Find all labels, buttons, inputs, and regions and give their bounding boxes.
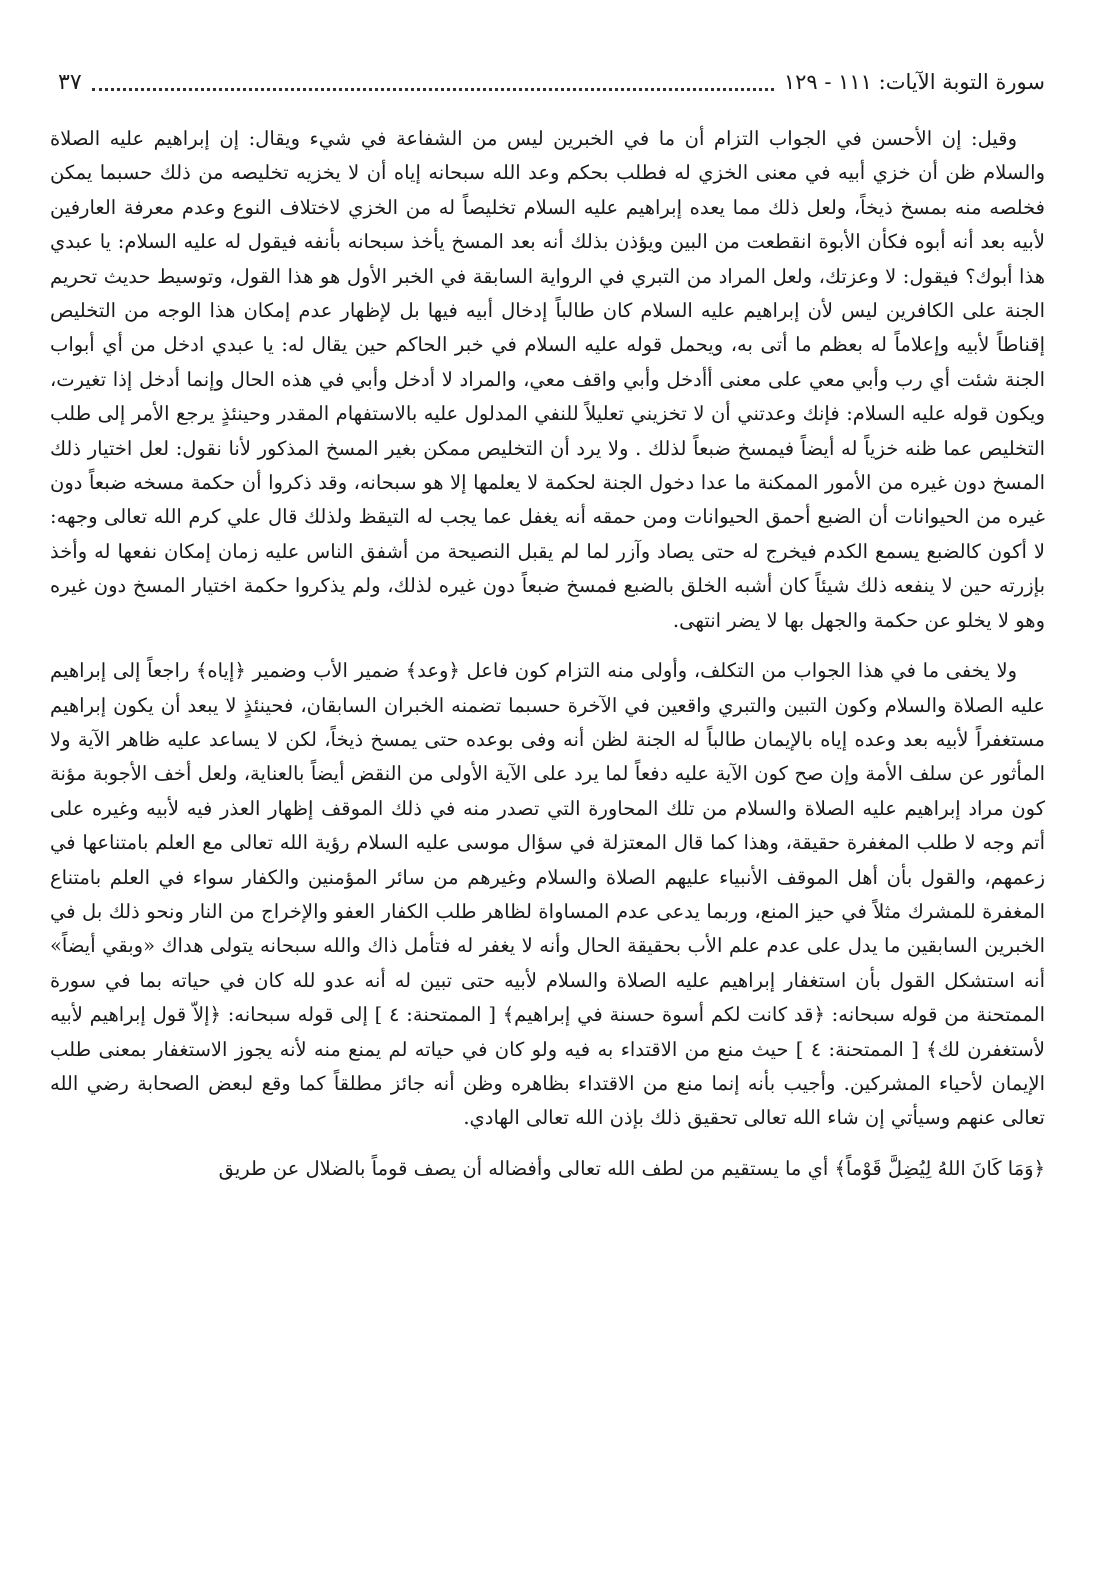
body-text xyxy=(50,122,1045,1186)
paragraph-3: ﴿وَمَا كَانَ اللهُ لِيُضِلَّ قَوْماً﴾ أي ما يستقيم من لطف الله تعالى وأفضاله أن يصف قوماً بالضلال عن طريق xyxy=(218,1156,1045,1180)
surah-title: سورة التوبة الآيات: ١١١ - ١٢٩ xyxy=(783,70,1045,94)
page-number: ٣٧ xyxy=(58,69,82,95)
paragraph-2: ولا يخفى ما في هذا الجواب من التكلف، وأولى منه التزام كون فاعل ﴿وعد﴾ ضمير الأب وضمير ﴿إياه﴾ راجعاً إلى إبراهيم عليه الصلاة والسلام وكون التبين والتبري واقعين في الآخرة حسبما تضمنه الخبران السابقان، فحينئذٍ لا يبعد أن يكون إبراهيم مستغفراً لأبيه بعد وعده إياه بالإيمان طالباً له الجنة لظن أنه وفى بوعده حتى يمسخ ذيخاً، لكن لا يساعد عليه ظاهر الآية ولا المأثور عن سلف الأمة وإن صح كون الآية عليه دفعاً لما يرد على الآية الأولى من النقض أيضاً بالعناية، ولعل أخف الأجوبة مؤنة كون مراد إبراهيم عليه الصلاة والسلام من تلك المحاورة التي تصدر منه في ذلك الموقف إظهار العذر فيه لأبيه وغيره على أتم وجه لا طلب المغفرة حقيقة، وهذا كما قال المعتزلة في سؤال موسى عليه السلام رؤية الله تعالى مع العلم بامتناعها في زعمهم، والقول بأن أهل الموقف الأنبياء عليهم الصلاة والسلام وغيرهم من سائر المؤمنين والكفار سواء في العلم بامتناع المغفرة للمشرك مثلاً في حيز المنع، وربما يدعى عدم المساواة لظاهر طلب الكفار العفو والإخراج من النار ونحو ذلك بل في الخبرين السابقين ما يدل على عدم علم الأب بحقيقة الحال وأنه لا يغفر له فتأمل ذاك والله سبحانه يتولى هداك «وبقي أيضاً» أنه استشكل القول بأن استغفار إبراهيم عليه الصلاة والسلام لأبيه حتى تبين له أنه عدو لله كان في حياته بما في سورة الممتحنة من قوله سبحانه: ﴿قد كانت لكم أسوة حسنة في إبراهيم﴾ [ الممتحنة: ٤ ] إلى قوله سبحانه: ﴿إلاّ قول إبراهيم لأبيه لأستغفرن لك﴾ [ الممتحنة: ٤ ] حيث منع من الاقتداء به فيه ولو كان في حياته لم يمنع منه لأنه يجوز الاستغفار بمعنى طلب الإيمان لأحياء المشركين. وأجيب بأنه إنما منع من الاقتداء بظاهره وظن أنه جائز مطلقاً كما وقع لبعض الصحابة رضي الله تعالى عنهم وسيأتي إن شاء الله تعالى تحقيق ذلك بإذن الله تعالى الهادي. xyxy=(50,659,1045,1130)
leader-dots xyxy=(92,86,774,91)
paragraph-1: وقيل: إن الأحسن في الجواب التزام أن ما في الخبرين ليس من الشفاعة في شيء ويقال: إن إبراهيم عليه الصلاة والسلام ظن أن خزي أبيه في معنى الخزي له فطلب بحكم وعد الله سبحانه إياه أن لا يخزيه تخليصه من ذلك حسبما يمكن فخلصه منه بمسخ ذيخاً، ولعل ذلك مما يعده إبراهيم عليه السلام تخليصاً له من الخزي لاختلاف النوع وعدم معرفة العارفين لأبيه بعد أنه أبوه فكأن الأبوة انقطعت من البين ويؤذن بذلك أنه بعد المسخ يأخذ سبحانه بأنفه فيقول له عليه السلام: يا عبدي هذا أبوك؟ فيقول: لا وعزتك، ولعل المراد من التبري في الرواية السابقة في الخبر الأول هو هذا القول، وتوسيط حديث تحريم الجنة على الكافرين ليس لأن إبراهيم عليه السلام كان طالباً إدخال أبيه فيها بل لإظهار عدم إمكان هذا الوجه من التخليص إقناطاً لأبيه وإعلاماً له بعظم ما أتى به، ويحمل قوله عليه السلام في خبر الحاكم حين يقال له: يا عبدي ادخل من أي أبواب الجنة شئت أي رب وأبي معي على معنى أأدخل وأبي واقف معي، والمراد لا أدخل وأبي في هذه الحال وإنما أدخل إذا تغيرت، ويكون قوله عليه السلام: فإنك وعدتني أن لا تخزيني تعليلاً للنفي المدلول عليه بالاستفهام المقدر وحينئذٍ يرجع الأمر إلى طلب التخليص عما ظنه خزياً له أيضاً فيمسخ ضبعاً لذلك . ولا يرد أن التخليص ممكن بغير المسخ المذكور لأنا نقول: لعل اختيار ذلك المسخ دون غيره من الأمور الممكنة ما عدا دخول الجنة لحكمة لا يعلمها إلا هو سبحانه، وقد ذكروا أن حكمة مسخه ضبعاً دون غيره من الحيوانات أن الضبع أحمق الحيوانات ومن حمقه أنه يغفل عما يجب له التيقظ ولذلك قال علي كرم الله تعالى وجهه: لا أكون كالضبع يسمع الكدم فيخرج له حتى يصاد وآزر لما لم يقبل النصيحة من أشفق الناس عليه زمان إمكان نفعها له وأخذ بإزرته حين لا ينفعه ذلك شيئاً كان أشبه الخلق بالضبع فمسخ ضبعاً دون غيره لذلك، ولم يذكروا حكمة اختيار المسخ دون غيره وهو لا يخلو عن حكمة والجهل بها لا يضر انتهى. xyxy=(50,127,1045,632)
page-header xyxy=(58,62,1045,102)
